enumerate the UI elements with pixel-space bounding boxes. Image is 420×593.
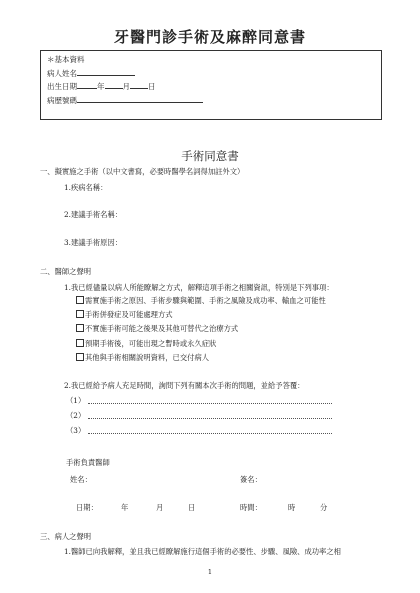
check-item: 預期手術後，可能出現之暫時或永久症狀 (76, 339, 216, 348)
record-number-row (47, 95, 203, 105)
record-number-blank[interactable] (77, 95, 203, 103)
time-hour: 時 (288, 503, 296, 512)
birth-day-blank[interactable] (130, 81, 148, 89)
birth-date-row (47, 81, 156, 91)
date-day: 日 (188, 503, 196, 512)
section2-heading: 二、醫師之聲明 (40, 267, 92, 276)
checkbox[interactable] (76, 353, 84, 361)
section1-heading: 一、擬實施之手術（以中文書寫，必要時醫學名詞得加註外文） (40, 167, 245, 176)
patient-name-blank[interactable] (77, 68, 135, 76)
questions-intro: 2.我已經給予病人充足時間，詢問下列有關本次手術的問題，並給予答覆： (64, 381, 305, 390)
basic-info-box (40, 50, 382, 120)
checkbox[interactable] (76, 310, 84, 318)
birth-year-blank[interactable] (77, 81, 97, 89)
date-year: 年 (121, 503, 129, 512)
page-number: 1 (207, 568, 213, 576)
doctor-label: 手術負責醫師 (66, 458, 110, 467)
document-title: 牙醫門診手術及麻醉同意書 (113, 28, 306, 46)
section3-heading: 三、病人之聲明 (40, 532, 92, 541)
checkbox[interactable] (76, 339, 84, 347)
question-1-line[interactable] (88, 403, 332, 404)
surgery-reason-label: 3.建議手術原因： (64, 238, 123, 247)
birth-date-label: 出生日期 (47, 82, 77, 91)
check-item: 其他與手術相關說明資料，已交付病人 (76, 353, 209, 362)
time-minute: 分 (320, 503, 328, 512)
question-1-label: （1） (66, 396, 86, 405)
check-item: 需實施手術之原因、手術步驟與範圍、手術之風險及成功率、輸血之可能性 (76, 296, 326, 305)
month-label: 月 (122, 82, 130, 91)
checkbox[interactable] (76, 324, 84, 332)
check-item: 不實施手術可能之後果及其他可替代之治療方式 (76, 324, 238, 333)
time-label: 時間： (240, 503, 262, 512)
suggested-surgery-label: 2.建議手術名稱： (64, 210, 123, 219)
date-label: 日期： (76, 503, 98, 512)
date-month: 月 (156, 503, 164, 512)
question-2-line[interactable] (88, 418, 332, 419)
disease-name-label: 1.疾病名稱： (64, 183, 108, 192)
doctor-name-label: 姓名： (70, 475, 92, 484)
doctor-sign-label: 簽名： (240, 475, 262, 484)
section-title: 手術同意書 (181, 149, 239, 163)
birth-month-blank[interactable] (105, 81, 123, 89)
year-label: 年 (97, 82, 105, 91)
question-2-label: （2） (66, 411, 86, 420)
patient-statement-1: 1.醫師已向我解釋，並且我已經瞭解施行這個手術的必要性、步驟、風險、成功率之相 (64, 547, 341, 556)
patient-name-row (47, 68, 135, 78)
record-number-label: 病歷號碼 (47, 96, 77, 105)
patient-name-label: 病人姓名 (47, 69, 77, 78)
basic-info-heading: ＊基本資料 (47, 55, 85, 64)
check-item: 手術併發症及可能處理方式 (76, 310, 173, 319)
explanation-intro: 1.我已經儘量以病人所能瞭解之方式，解釋這項手術之相關資訊，特別是下列事項： (64, 283, 334, 292)
checkbox[interactable] (76, 296, 84, 304)
day-label: 日 (148, 82, 156, 91)
question-3-label: （3） (66, 426, 86, 435)
question-3-line[interactable] (88, 433, 332, 434)
